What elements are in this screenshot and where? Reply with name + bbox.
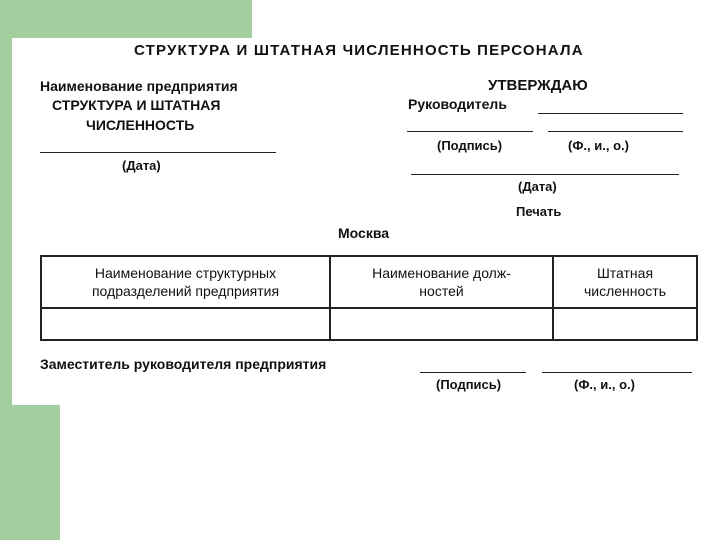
header-departments <box>41 256 330 308</box>
head-line <box>538 113 683 114</box>
doc-title-line2: ЧИСЛЕННОСТЬ <box>86 117 195 133</box>
doc-title-line1: СТРУКТУРА И ШТАТНАЯ <box>52 97 221 113</box>
approval-date-line <box>411 174 679 175</box>
footer-signature-line <box>420 372 526 373</box>
deputy-label: Заместитель руководителя предприятия <box>40 356 327 372</box>
header-positions-line1: Наименование долж- <box>372 265 511 281</box>
table-row <box>41 308 697 340</box>
decor-green-bottom <box>0 405 60 540</box>
signature-caption: (Подпись) <box>437 138 503 153</box>
city-label: Москва <box>338 225 390 241</box>
approve-heading: УТВЕРЖДАЮ <box>488 77 588 94</box>
footer-fio-line <box>542 372 692 373</box>
fio-line <box>548 131 683 132</box>
head-label: Руководитель <box>408 96 507 112</box>
footer-fio-caption: (Ф., и., о.) <box>574 377 635 392</box>
header-departments-line1: Наименование структурных <box>94 265 277 281</box>
page-title: СТРУКТУРА И ШТАТНАЯ ЧИСЛЕННОСТЬ ПЕРСОНАЛА <box>134 42 584 59</box>
signature-line <box>407 131 533 132</box>
stamp-label: Печать <box>516 204 562 219</box>
org-name-label: Наименование предприятия <box>40 78 238 94</box>
date-line <box>40 152 276 153</box>
approval-date-caption: (Дата) <box>518 179 557 194</box>
footer-signature-caption: (Подпись) <box>436 377 502 392</box>
date-caption: (Дата) <box>122 158 161 173</box>
header-positions <box>330 256 553 308</box>
header-positions-line2: ностей <box>419 283 464 299</box>
table-cell-empty <box>553 308 697 340</box>
header-headcount <box>553 256 697 308</box>
table-cell-empty <box>330 308 553 340</box>
header-departments-line2: подразделений предприятия <box>91 283 280 299</box>
staff-table <box>40 255 698 341</box>
fio-caption: (Ф., и., о.) <box>568 138 629 153</box>
header-headcount-line2: численность <box>583 283 667 299</box>
header-headcount-line1: Штатная <box>596 265 654 281</box>
table-header-row <box>41 256 697 308</box>
table-cell-empty <box>41 308 330 340</box>
decor-green-top <box>0 0 252 38</box>
